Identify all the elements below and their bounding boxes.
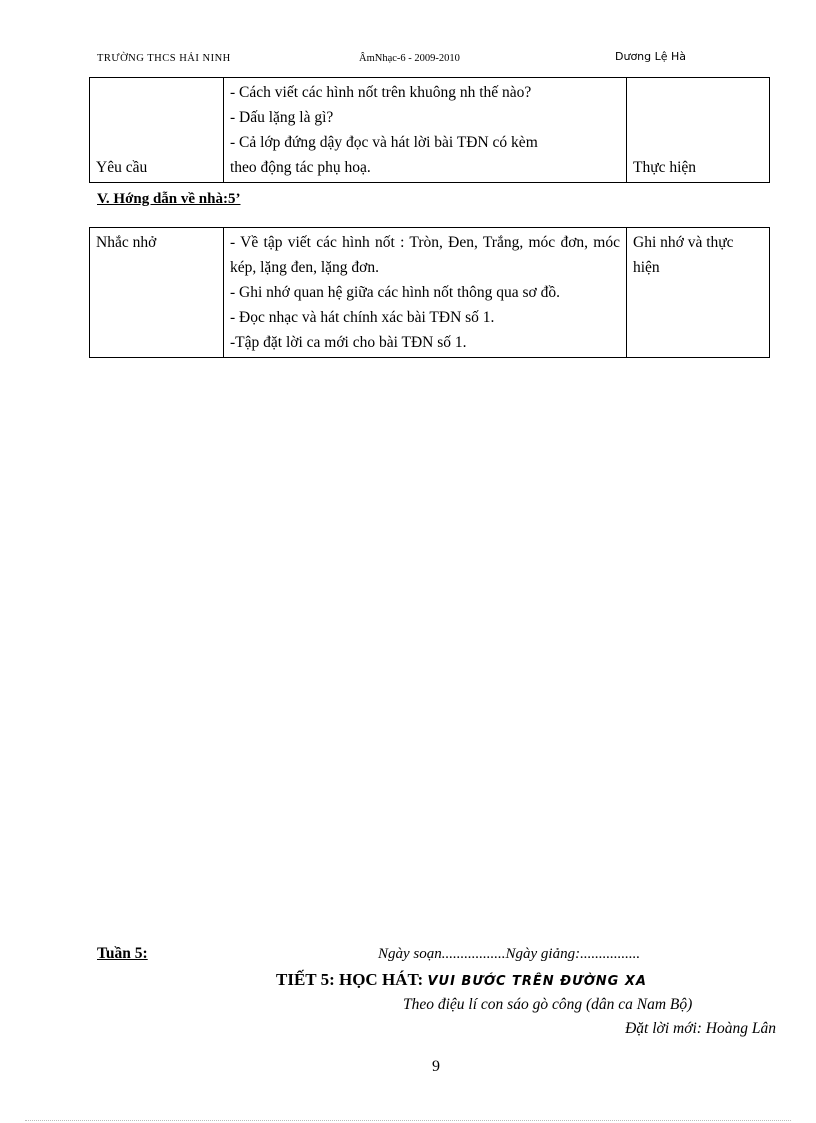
row-content: [224, 78, 627, 183]
content-line: - Ghi nhớ quan hệ giữa các hình nốt thông qua sơ đồ.: [230, 284, 560, 301]
content-line: - Cách viết các hình nốt trên khuông nh thế nào?: [230, 84, 532, 101]
lesson-title-prefix: TIẾT 5: HỌC HÁT:: [276, 970, 424, 989]
week-label: Tuần 5:: [97, 945, 148, 962]
row-label: Yêu cầu: [90, 78, 224, 183]
lesson-title: [276, 970, 647, 990]
homework-table: [89, 227, 770, 358]
subject-year: ÂmNhạc-6 - 2009-2010: [359, 53, 460, 64]
content-line: theo động tác phụ hoạ.: [230, 159, 371, 176]
row-label: Nhắc nhở: [90, 228, 224, 358]
content-line: - Cả lớp đứng dậy đọc và hát lời bài TĐN có kèm: [230, 134, 538, 151]
content-line: - Dấu lặng là gì?: [230, 109, 334, 126]
row-content: [224, 228, 627, 358]
school-name: TRƯỜNG THCS HẢI NINH: [97, 53, 231, 64]
table-row: [90, 78, 770, 183]
lyrics-author: Đặt lời mới: Hoàng Lân: [625, 1020, 776, 1037]
lesson-dates: Ngày soạn.................Ngày giảng:................: [378, 946, 641, 962]
content-line: - Về tập viết các hình nốt : Tròn, Đen, Trắng, móc đơn, móc kép, lặng đen, lặng đơn.: [230, 234, 620, 276]
page-number: 9: [432, 1058, 440, 1075]
content-line: - Đọc nhạc và hát chính xác bài TĐN số 1.: [230, 309, 495, 326]
footer-divider: [25, 1120, 791, 1121]
teacher-name: Dương Lệ Hà: [615, 50, 687, 63]
row-action: Thực hiện: [627, 78, 770, 183]
section-heading: V. Hớng dẫn về nhà:5’: [97, 191, 241, 207]
melody-source: Theo điệu lí con sáo gò công (dân ca Nam Bộ): [403, 996, 693, 1013]
page-header: [97, 50, 777, 70]
content-line: -Tập đặt lời ca mới cho bài TĐN số 1.: [230, 334, 467, 351]
row-action: Ghi nhớ và thực hiện: [627, 228, 770, 358]
song-title: VUI BƯỚC TRÊN ĐƯỜNG XA: [427, 974, 647, 989]
table-row: [90, 228, 770, 358]
requirements-table: [89, 77, 770, 183]
